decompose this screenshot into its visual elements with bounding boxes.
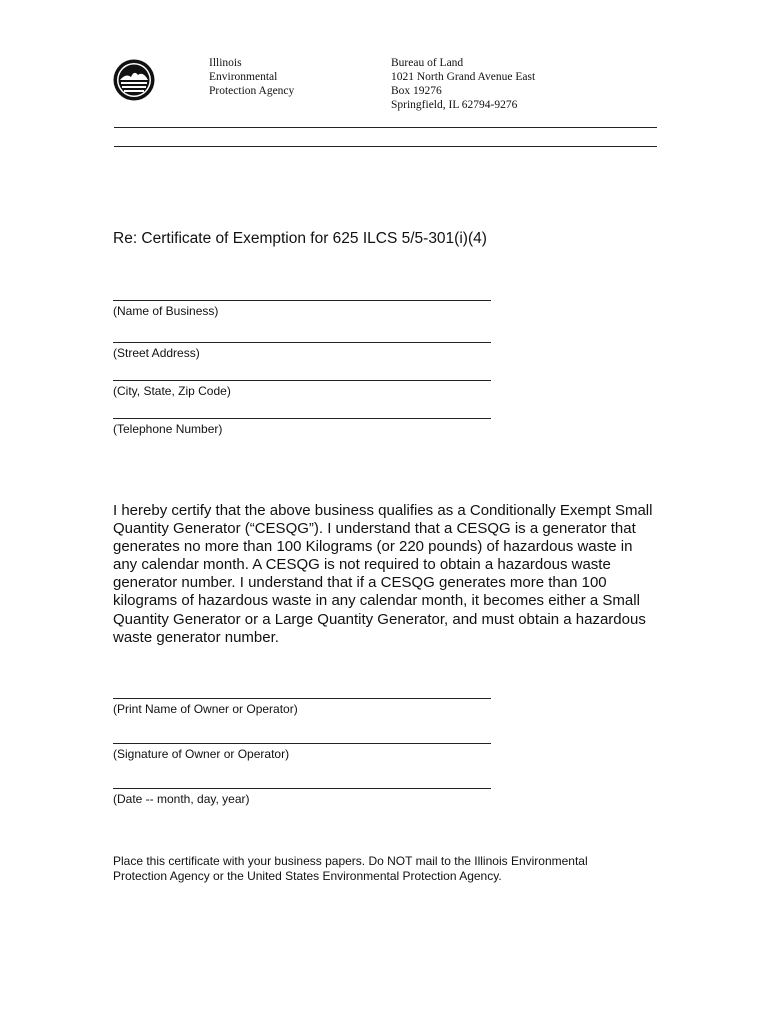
paragraph-line: Quantity Generator (“CESQG”). I understand that a CESQG is a generator that — [113, 520, 636, 538]
fill-in-line[interactable] — [113, 418, 491, 419]
subject-line: Re: Certificate of Exemption for 625 ILCS 5/5-301(i)(4) — [113, 230, 487, 247]
field-label: (Print Name of Owner or Operator) — [113, 702, 298, 716]
footer-line: Place this certificate with your business papers. Do NOT mail to the Illinois Environmental — [113, 854, 588, 868]
paragraph-line: waste generator number. — [113, 628, 279, 646]
date-field[interactable] — [113, 788, 491, 806]
telephone-field[interactable] — [113, 418, 491, 436]
field-label: (Name of Business) — [113, 304, 219, 318]
field-label: (Telephone Number) — [113, 422, 223, 436]
agency-name — [209, 56, 294, 98]
paragraph-line: I hereby certify that the above business qualifies as a Conditionally Exempt Small — [113, 502, 653, 519]
footer-note — [113, 854, 673, 884]
paragraph-line: Quantity Generator or a Large Quantity Generator, and must obtain a hazardous — [113, 610, 646, 628]
fill-in-line[interactable] — [113, 743, 491, 744]
illinois-epa-seal-icon — [112, 58, 156, 102]
address-line: 1021 North Grand Avenue East — [391, 71, 536, 83]
address-line: Box 19276 — [391, 85, 442, 97]
address-line: Bureau of Land — [391, 57, 464, 69]
paragraph-line: kilograms of hazardous waste in any calendar month, it becomes either a Small — [113, 592, 640, 610]
agency-address — [391, 56, 535, 112]
fill-in-line[interactable] — [113, 342, 491, 343]
fill-in-line[interactable] — [113, 300, 491, 301]
street-address-field[interactable] — [113, 342, 491, 360]
owner-signature-field[interactable] — [113, 743, 491, 761]
paragraph-line: generator number. I understand that if a CESQG generates more than 100 — [113, 574, 607, 592]
header-divider — [114, 146, 657, 147]
field-label: (Street Address) — [113, 346, 200, 360]
certification-paragraph — [113, 502, 663, 647]
fill-in-line[interactable] — [113, 788, 491, 789]
owner-print-name-field[interactable] — [113, 698, 491, 716]
field-label: (Signature of Owner or Operator) — [113, 747, 290, 761]
agency-line: Environmental — [209, 71, 278, 83]
paragraph-line: generates no more than 100 Kilograms (or 220 pounds) of hazardous waste in — [113, 538, 633, 556]
agency-line: Protection Agency — [209, 85, 295, 97]
agency-line: Illinois — [209, 57, 242, 69]
city-state-zip-field[interactable] — [113, 380, 491, 398]
footer-line: Protection Agency or the United States Environmental Protection Agency. — [113, 869, 502, 883]
header-divider — [114, 127, 657, 128]
business-name-field[interactable] — [113, 300, 491, 318]
fill-in-line[interactable] — [113, 698, 491, 699]
field-label: (City, State, Zip Code) — [113, 384, 231, 398]
address-line: Springfield, IL 62794-9276 — [391, 99, 518, 111]
paragraph-line: any calendar month. A CESQG is not required to obtain a hazardous waste — [113, 556, 611, 574]
fill-in-line[interactable] — [113, 380, 491, 381]
field-label: (Date -- month, day, year) — [113, 792, 250, 806]
